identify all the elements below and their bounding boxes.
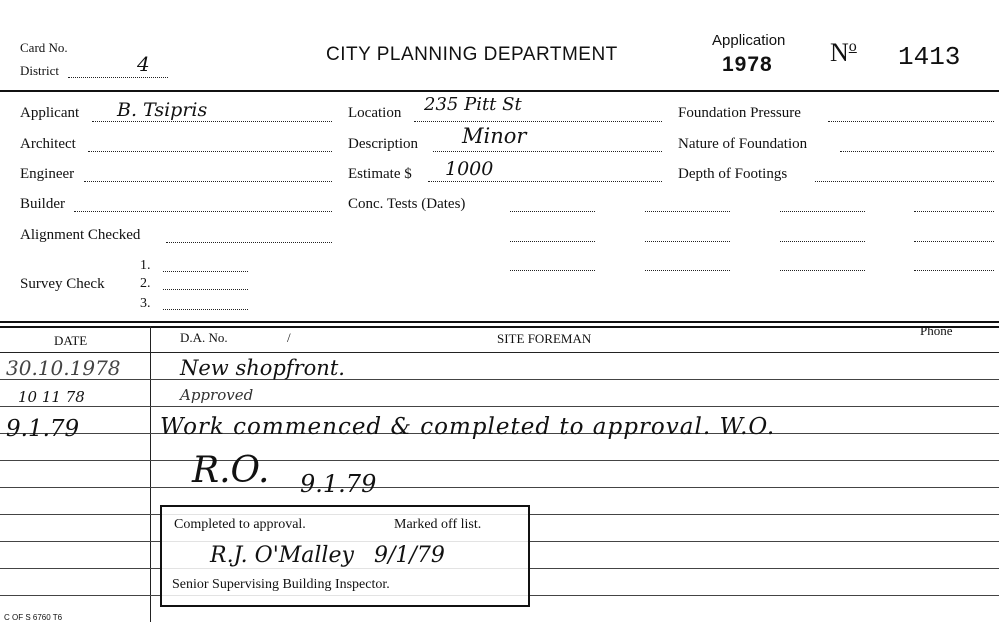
conc-line: [645, 211, 730, 212]
conc-line: [914, 211, 994, 212]
applicant-label: Applicant: [20, 105, 80, 121]
stamp-marked-off: Marked off list.: [394, 517, 482, 532]
conc-line: [914, 270, 994, 271]
conc-line: [510, 241, 595, 242]
conc-line: [780, 211, 865, 212]
table-rule: [0, 406, 999, 407]
approval-stamp: [160, 505, 530, 607]
depth-footings-label: Depth of Footings: [678, 166, 788, 182]
location-value: 235 Pitt St: [424, 94, 522, 115]
description-value: Minor: [462, 124, 527, 148]
district-value: 4: [137, 52, 150, 76]
form-code: C OF S 6760 T6: [4, 613, 63, 622]
conc-line: [645, 241, 730, 242]
estimate-label: Estimate $: [348, 166, 412, 182]
survey-1: 1.: [140, 258, 151, 273]
signature-date: 9.1.79: [300, 470, 377, 498]
application-year: 1978: [722, 53, 773, 76]
number-symbol: $N^o$: [830, 38, 857, 67]
engineer-label: Engineer: [20, 166, 75, 182]
date-column-divider: [150, 326, 151, 622]
foundation-pressure-line: [828, 121, 994, 122]
row-2-entry: Approved: [180, 386, 254, 404]
da-header: D.A. No.: [180, 330, 228, 345]
estimate-line: [428, 181, 662, 182]
conc-line: [645, 270, 730, 271]
table-rule: [0, 460, 999, 461]
conc-line: [780, 241, 865, 242]
row-1-date: 30.10.1978: [6, 356, 121, 380]
location-line: [414, 121, 662, 122]
applicant-value: B. Tsipris: [117, 99, 208, 121]
stamp-signature-date: 9/1/79: [374, 543, 445, 568]
foundation-pressure-label: Foundation Pressure: [678, 105, 801, 121]
stamp-completed: Completed to approval.: [174, 517, 306, 532]
department-title: CITY PLANNING DEPARTMENT: [326, 44, 618, 65]
site-foreman-header: SITE FOREMAN: [497, 331, 592, 346]
engineer-line: [84, 181, 332, 182]
builder-label: Builder: [20, 196, 65, 212]
description-label: Description: [348, 136, 418, 152]
survey-2: 2.: [140, 276, 151, 291]
date-header: DATE: [54, 333, 88, 348]
application-number: 1413: [898, 42, 961, 72]
row-3-date: 9.1.79: [6, 416, 80, 442]
applicant-line: [92, 121, 332, 122]
location-label: Location: [348, 105, 402, 121]
survey-3: 3.: [140, 296, 151, 311]
builder-line: [74, 211, 332, 212]
architect-label: Architect: [20, 136, 76, 152]
survey-2-line: [163, 289, 248, 290]
conc-line: [780, 270, 865, 271]
description-line: [433, 151, 662, 152]
conc-line: [510, 270, 595, 271]
conc-line: [914, 241, 994, 242]
stamp-signature: R.J. O'Malley: [210, 543, 354, 568]
nature-foundation-label: Nature of Foundation: [678, 136, 808, 152]
district-line: [68, 77, 168, 78]
da-slash: /: [287, 330, 291, 345]
conc-tests-label: Conc. Tests (Dates): [348, 196, 466, 212]
nature-foundation-line: [840, 151, 994, 152]
alignment-line: [166, 242, 332, 243]
alignment-label: Alignment Checked: [20, 227, 141, 243]
table-rule: [0, 487, 999, 488]
survey-label: Survey Check: [20, 276, 105, 292]
row-2-date: 10 11 78: [18, 388, 85, 406]
application-label: Application: [712, 32, 786, 49]
card-no-label: Card No.: [20, 40, 68, 55]
row-1-entry: New shopfront.: [180, 356, 345, 380]
phone-header: Phone: [920, 323, 953, 338]
signature-initials: R.O.: [192, 450, 270, 491]
header-divider: [0, 90, 999, 92]
stamp-inspector-title: Senior Supervising Building Inspector.: [172, 577, 390, 592]
depth-footings-line: [815, 181, 994, 182]
estimate-value: 1000: [445, 158, 494, 180]
conc-line: [510, 211, 595, 212]
table-top-border: [0, 321, 999, 323]
architect-line: [88, 151, 332, 152]
row-3-entry: Work commenced & completed to approval. W.O.: [160, 414, 776, 440]
survey-1-line: [163, 271, 248, 272]
survey-3-line: [163, 309, 248, 310]
district-label: District: [20, 63, 59, 78]
table-rule: [0, 379, 999, 380]
